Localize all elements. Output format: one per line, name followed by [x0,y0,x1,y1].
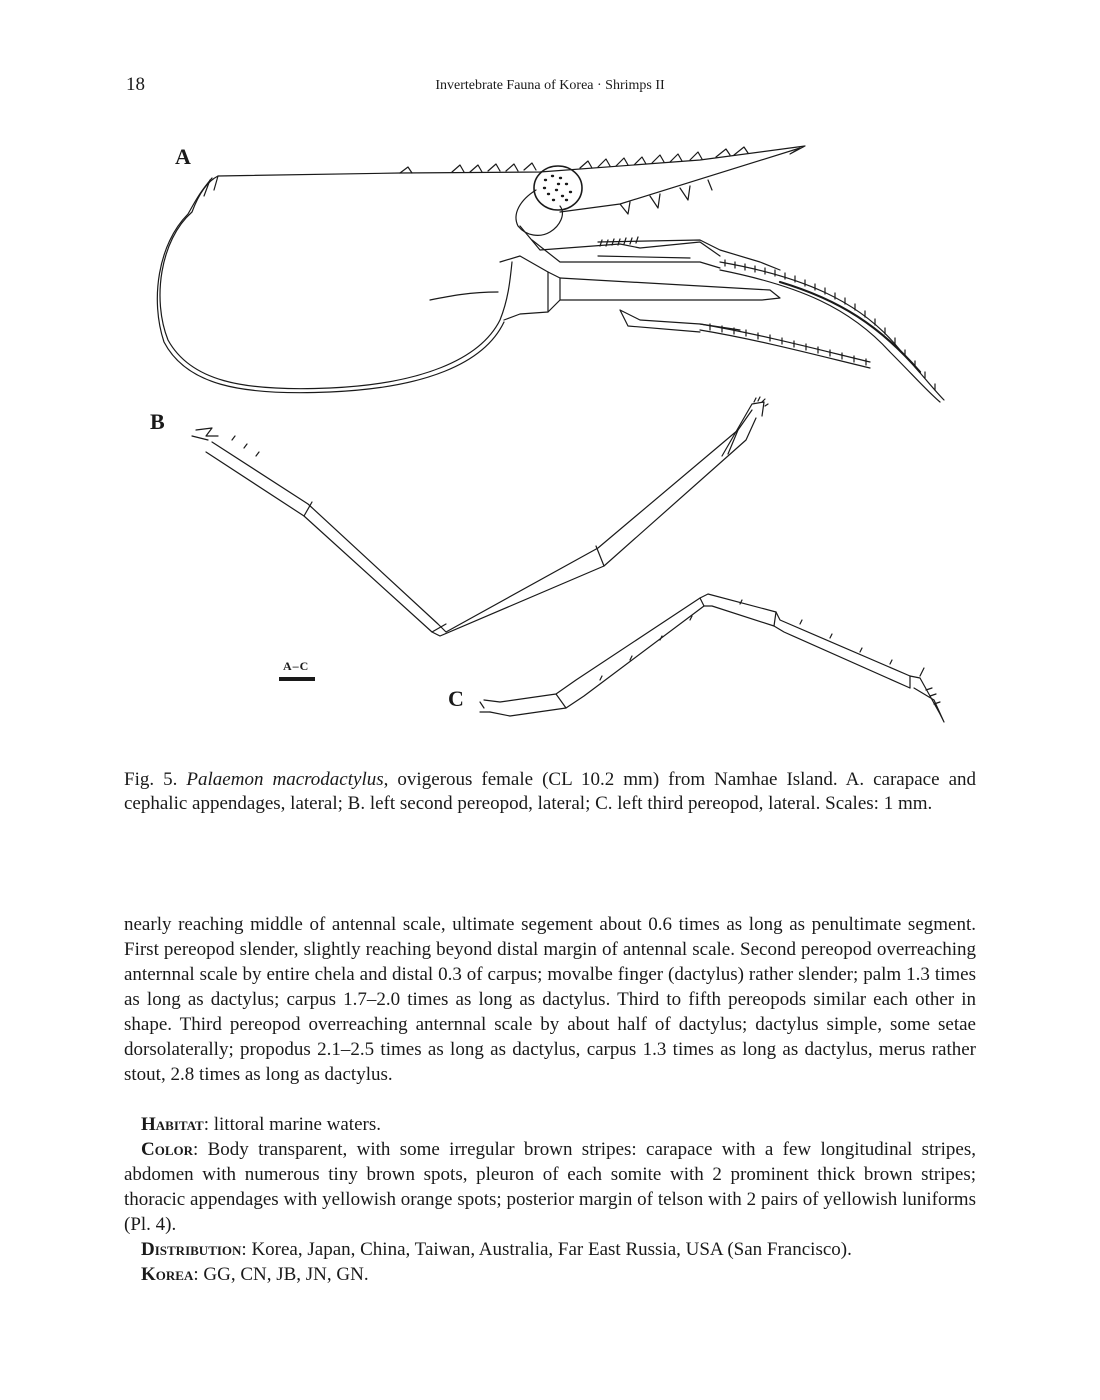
distribution-text: : Korea, Japan, China, Taiwan, Australia, Far East Russia, USA (San Francisco). [241,1239,852,1260]
caption-species: Palaemon macrodactylus [186,769,384,790]
panel-label-c: C [448,686,464,711]
color-text: : Body transparent, with some irregular brown stripes: carapace with a few longitudinal stripes, abdomen with numerous tiny brown spots, pleuron of each somite with 2 prominent thick brown stripes; thoracic appendages with yellowish orange spots; posterior margin of telson with 2 pairs of yellowish luniforms (Pl. 4). [124,1139,976,1235]
third-pereopod-drawing [480,594,944,722]
habitat-text: : littoral marine waters. [203,1114,381,1135]
color-section [124,1137,976,1237]
page-number: 18 [126,74,145,95]
habitat-heading: Habitat [141,1114,204,1135]
scale-bar [279,677,315,681]
panel-label-b: B [150,409,165,434]
korea-section [124,1262,976,1287]
running-head: Invertebrate Fauna of Korea · Shrimps II [435,78,665,93]
carapace-drawing [157,146,944,402]
scale-label: A–C [283,659,310,673]
color-heading: Color [141,1139,194,1160]
second-pereopod-drawing [192,397,768,636]
korea-text: : GG, CN, JB, JN, GN. [193,1264,369,1285]
korea-heading: Korea [141,1264,194,1285]
caption-label: Fig. 5. [124,769,178,790]
panel-label-a: A [175,144,191,169]
distribution-heading: Distribution [141,1239,242,1260]
figure-caption [124,768,976,816]
caption-text: , ovigerous female (CL 10.2 mm) from Namhae Island. A. carapace and cephalic appendages, lateral; B. left second pereopod, lateral; C. left third pereopod, lateral. Scales: 1 mm. [124,769,976,814]
habitat-section [124,1112,976,1137]
distribution-section [124,1237,976,1262]
description-paragraph: nearly reaching middle of antennal scale, ultimate segement about 0.6 times as long as penultimate segment. First pereopod slender, slightly reaching beyond distal margin of antennal scale. Second pereopod overreaching anternnal scale by entire chela and distal 0.3 of carpus; movalbe finger (dactylus) rather slender; palm 1.3 times as long as dactylus; carpus 1.7–2.0 times as long as dactylus. Third to fifth pereopods similar each other in shape. Third pereopod overreaching anternnal scale by about half of dactylus; dactylus simple, some setae dorsolaterally; propodus 2.1–2.5 times as long as dactylus, carpus 1.3 times as long as dactylus, merus rather stout, 2.8 times as long as dactylus. [124,914,976,1085]
